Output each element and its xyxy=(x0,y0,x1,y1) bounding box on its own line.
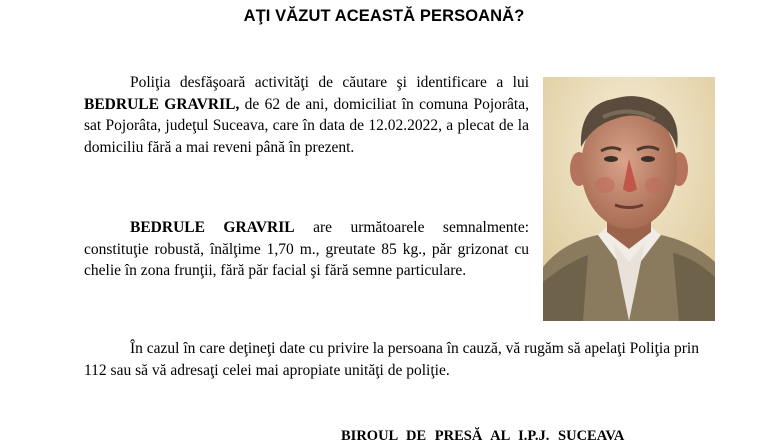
paragraph-intro: Poliţia desfăşoară activităţi de căutare şi identificare a lui xyxy=(130,74,529,91)
paragraph-details: de 62 de ani, domiciliat în comuna Pojorâta, sat Pojorâta, judeţul Suceava, care în data de 12.02.2022, a plecat de la domiciliu fără a mai reveni până în prezent. xyxy=(84,95,529,156)
description-text: are următoarele semnalmente: constituţie robustă, înălţime 1,70 m., greutate 85 kg., păr grizonat cu chelie în zona frunţii, fără păr facial şi fără semne particulare. xyxy=(84,219,530,279)
paragraph-contact xyxy=(84,338,704,381)
paragraph-disappearance xyxy=(84,72,529,158)
person-name-2: BEDRULE GRAVRIL xyxy=(130,219,295,236)
person-name: BEDRULE GRAVRIL, xyxy=(84,95,240,113)
press-office-signature: BIROUL DE PRESĂ AL I.P.J. SUCEAVA xyxy=(341,428,625,444)
contact-text: În cazul în care deţineţi date cu privire la persoana în cauză, vă rugăm să apelaţi Poliţia prin 112 sau să vă adresaţi celei mai apropiate unităţi de poliţie. xyxy=(84,340,699,379)
paragraph-description xyxy=(84,217,529,282)
portrait-icon xyxy=(543,77,715,321)
page-title: AŢI VĂZUT ACEASTĂ PERSOANĂ? xyxy=(243,7,525,25)
person-photo xyxy=(543,77,715,321)
